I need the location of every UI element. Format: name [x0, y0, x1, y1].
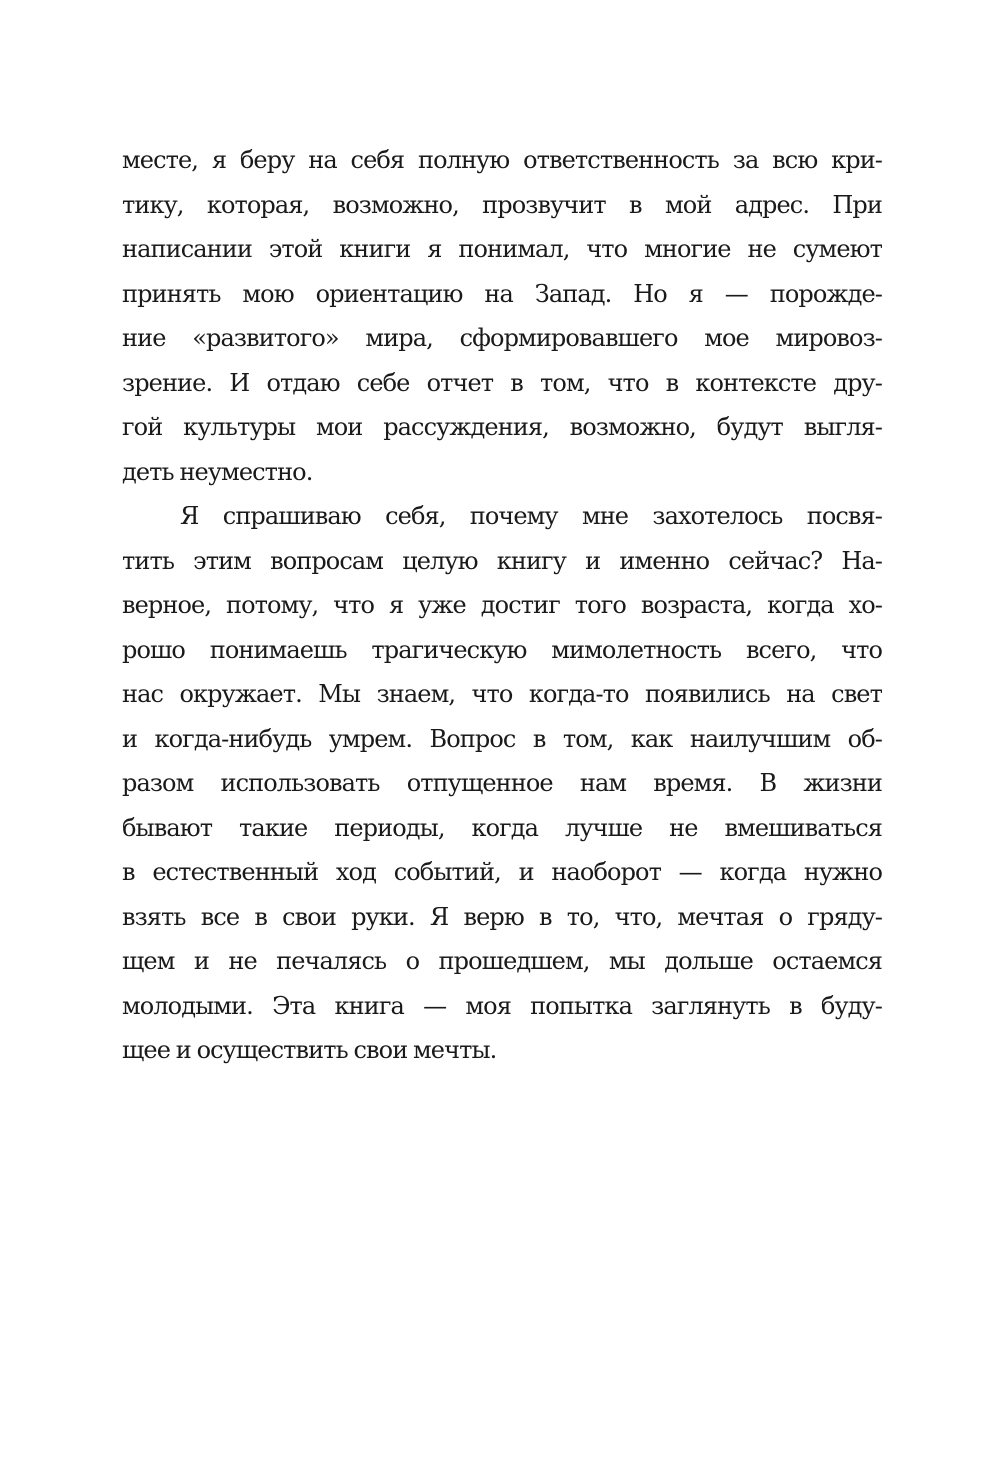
text-line: щее и осуществить свои мечты.: [122, 1036, 497, 1064]
text-line: рошо понимаешь трагическую мимолетность всего, что: [122, 635, 882, 664]
text-line: верное, потому, что я уже достиг того возраста, когда хо-: [122, 591, 882, 619]
text-line: тить этим вопросам целую книгу и именно сейчас? На-: [122, 546, 882, 575]
text-line: тику, которая, возможно, прозвучит в мой адрес. При: [122, 190, 882, 219]
text-line: в естественный ход событий, и наоборот — когда нужно: [122, 858, 882, 886]
text-line: принять мою ориентацию на Запад. Но я — порожде-: [122, 279, 882, 308]
text-line: щем и не печалясь о прошедшем, мы дольше остаемся: [122, 947, 882, 975]
text-line: зрение. И отдаю себе отчет в том, что в контексте дру-: [122, 368, 882, 397]
text-line: написании этой книги я понимал, что многие не сумеют: [122, 235, 882, 263]
paragraph-1: [122, 138, 882, 494]
body-text: [122, 138, 882, 1073]
text-line: бывают такие периоды, когда лучше не вмешиваться: [122, 813, 882, 842]
text-line: взять все в свои руки. Я верю в то, что, мечтая о гряду-: [122, 902, 882, 931]
text-line: деть неуместно.: [122, 457, 313, 486]
text-line: гой культуры мои рассуждения, возможно, будут выгля-: [122, 413, 882, 441]
text-line: и когда-нибудь умрем. Вопрос в том, как наилучшим об-: [122, 724, 882, 753]
text-line: разом использовать отпущенное нам время. В жизни: [122, 769, 882, 797]
text-line: ние «развитого» мира, сформировавшего мое мировоз-: [122, 324, 882, 352]
text-line: молодыми. Эта книга — моя попытка заглянуть в буду-: [122, 991, 882, 1020]
text-line: месте, я беру на себя полную ответственность за всю кри-: [122, 146, 882, 174]
text-line: Я спрашиваю себя, почему мне захотелось посвя-: [180, 502, 882, 530]
text-line: нас окружает. Мы знаем, что когда-то появились на свет: [122, 680, 882, 708]
paragraph-2: [122, 494, 882, 1073]
